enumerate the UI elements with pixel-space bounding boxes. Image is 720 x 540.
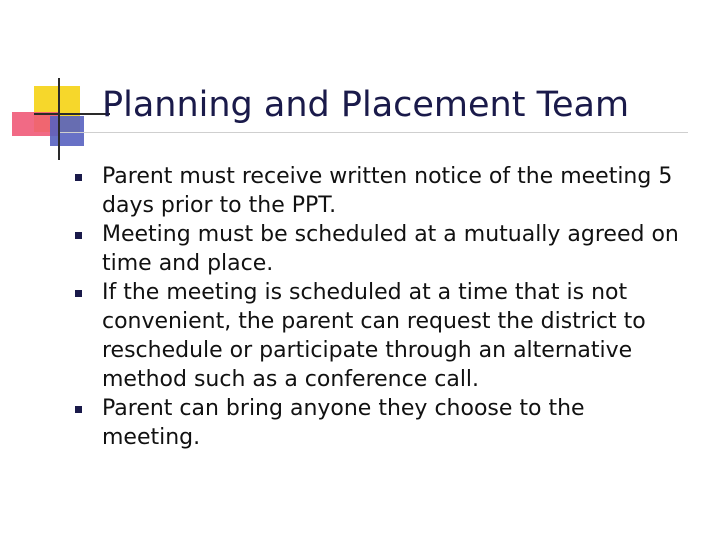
title-underline	[60, 132, 688, 133]
square-bullet-icon	[74, 394, 102, 423]
bullet-item	[74, 220, 684, 278]
decorative-logo-graphic	[0, 0, 110, 170]
bullet-list	[74, 162, 684, 452]
square-bullet-icon	[74, 278, 102, 307]
bullet-text: Parent must receive written notice of the meeting 5 days prior to the PPT.	[102, 164, 673, 218]
bullet-text: If the meeting is scheduled at a time that is not convenient, the parent can request the district to reschedule or participate through an alternative method such as a conference call.	[102, 280, 646, 392]
square-bullet-icon	[74, 162, 102, 191]
logo-blue-square	[50, 116, 84, 146]
bullet-item	[74, 278, 684, 394]
slide-title: Planning and Placement Team	[102, 85, 630, 125]
square-bullet-icon	[74, 220, 102, 249]
logo-vertical-line	[58, 78, 60, 160]
bullet-text: Meeting must be scheduled at a mutually agreed on time and place.	[102, 222, 679, 276]
bullet-item	[74, 394, 684, 452]
bullet-text: Parent can bring anyone they choose to the meeting.	[102, 396, 585, 450]
bullet-item	[74, 162, 684, 220]
logo-horizontal-line	[34, 113, 110, 115]
